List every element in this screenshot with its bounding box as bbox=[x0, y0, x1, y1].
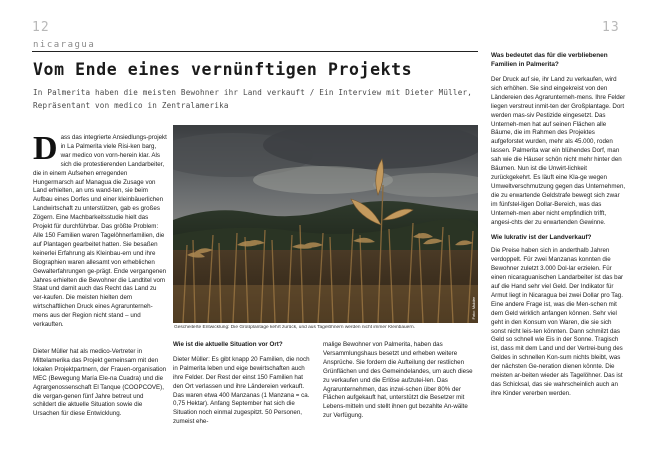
cornfield-photo bbox=[173, 125, 478, 323]
photo-caption: Gescheiterte Entwicklung: Die Großplantage kehrt zurück, und aus Tagelöhnern werden nicht immer Kleinbauern. bbox=[174, 325, 415, 330]
body-paragraph-3: Dieter Müller: Es gibt knapp 20 Familien, die noch in Palmerita leben und eige bewirtschaften auch ihre Felder. Der Rest der einst 150 Familien hat den Ort verlassen und ihre Ländereien verkauft. Das waren etwa 400 Manzanas (1 Manzana = ca. 0,75 Hektar). Anfang September hat sich die Situation noch einmal zugespitzt. 50 Personen, zumeist ehe- bbox=[173, 355, 310, 426]
photo-credit: Foto: Mulder bbox=[471, 296, 476, 319]
body-column-2 bbox=[173, 341, 312, 427]
header-rule bbox=[32, 51, 478, 52]
body-paragraph-6: Die Preise haben sich in anderthalb Jahren verdoppelt. Für zwei Manzanas konnten die Bewohner zuletzt 3.000 Dol-lar erzielen. Für einen nicaraguanischen Landarbeiter ist das bar auf die Hand sehr viel Geld. Der Indikator für Armut liegt in Nicaragua bei zwei Dollar pro Tag. Eine andere Frage ist, was die Men-schen mit dem Geld wirklich anfangen können. Sehr viel geht in den Konsum von Waren, die sie sich sonst nicht leis-ten könnten. Dann schmilzt das Geld so schnell wie Eis in der Sonne. Tragisch ist, dass mit dem Land und der Vertrei-bung des Geldes in schnellen Kon-sum nichts bleibt, was der nächsten Ge-neration dienen könnte. Die meisten ar-beiten wieder als Tagelöhner. Das ist das Schicksal, das sie wahrscheinlich auch an ihre Kinder vererben werden. bbox=[491, 247, 624, 397]
page-number-left: 12 bbox=[32, 20, 50, 35]
section-label: nicaragua bbox=[33, 40, 96, 50]
question-heading: Wie ist die aktuelle Situation vor Ort? bbox=[173, 341, 283, 348]
question-heading: Was bedeutet das für die verbliebenen Familien in Palmerita? bbox=[491, 52, 608, 68]
drop-cap: D bbox=[33, 130, 58, 167]
page-number-right: 13 bbox=[602, 20, 620, 35]
body-column-1 bbox=[33, 130, 167, 330]
body-column-1-intro-author bbox=[33, 348, 167, 419]
question-heading: Wie lukrativ ist der Landverkauf? bbox=[491, 234, 592, 242]
body-column-4 bbox=[491, 51, 626, 405]
body-column-3 bbox=[323, 341, 473, 421]
article-headline: Vom Ende eines vernünftigen Projekts bbox=[33, 60, 413, 79]
body-paragraph-4: malige Bewohner von Palmerita, haben das Versammlungshaus besetzt und erheben weitere Ansprüche. Sie fordern die Aufteilung der restlichen Grünflächen und des Gemeindelandes, um auch diese zu verkaufen und die Erlöse aufzutei-len. Das Agrarunternehmen, das inzwi-schen über 80% der Flächen aufgekauft hat, unterstützt die Besetzer mit Lebens-mitteln und stellt ihnen gut bezahlte An-wälte zur Verfügung. bbox=[323, 341, 473, 420]
body-paragraph-5: Der Druck auf sie, ihr Land zu verkaufen, wird sich erhöhen. Sie sind eingekreist von den Ländereien des Agrarunterneh-mens. Ihre Felder liegen verstreut inmit-ten der Großplantage. Dort werden mas-siv Pestizide eingesetzt. Das Unterneh-men hat auf seinen Flächen alle Bäume, die im Rahmen des Projektes aufgeforstet wurden, mehr als 45.000, roden lassen. Palmerita war ein blühendes Dorf, man sah wie die Häuser schön nicht mehr hinter den Bäumen. Nun ist die Unwirt-lichkeit zurückgekehrt. Es läuft eine Kla-ge wegen Umweltverschmutzung gegen das Unternehmen, die zu erwartende Geldstrafe bewegt sich zwar im fünfstel-ligen Dollar-Bereich, was das Unterneh-men aber nicht empfindlich trifft, angesi-chts der zu erwartenden Gewinne. bbox=[491, 76, 626, 226]
body-paragraph-1: ass das integrierte Ansiedlungs-projekt in La Palmerita viele Risi-ken barg, war medico von vorn-herein klar. Als sich die protestierenden Landarbeiter, die in einem Aufsehen erregenden Hungermarsch auf Managua die Zusage von Land erhielten, an uns wand-ten, sie beim Aufbau eines Dorfes und einer kleinbäuerlichen Landwirtschaft zu unterstützen, gab es großes Zögern. Eine Machbarkeitsstudie hielt das Projekt für durchführbar. Das größte Problem: Alle 150 Familien waren Tagelöhnerfamilien, die auf Plantagen gearbeitet hatten. Sie besaßen keinerlei Erfahrung als Kleinbau-ern und ihre Biographien waren allesamt von erheblichen Gewalterfahrungen ge-prägt. Ende vergangenen Jahres erhielten die Bewohner die Landtitel vom Staat und damit auch das Recht das Land zu ver-kaufen. Die meisten hielten dem wirtschaftlichen Druck eines Agrarunterneh-mens aus der Region nicht stand – und verkauften. bbox=[33, 134, 167, 329]
article-photo bbox=[173, 125, 478, 323]
article-intro: In Palmerita haben die meisten Bewohner ihr Land verkauft / Ein Interview mit Dieter Müller, Repräsentant von medico in Zentralamerika bbox=[33, 88, 473, 110]
body-paragraph-2: Dieter Müller hat als medico-Vertreter in Mittelamerika das Projekt gemeinsam mit den lokalen Projektpartnern, der Frauen-organisation MEC (Bewegung María Ele-na Cuadra) und die Agrargenossenschaft El Tanque (COOPCOVE), die vergan-genen fünf Jahre betreut und schildert die aktuelle Situation sowie die Ursachen für diese Entwicklung. bbox=[33, 348, 167, 418]
